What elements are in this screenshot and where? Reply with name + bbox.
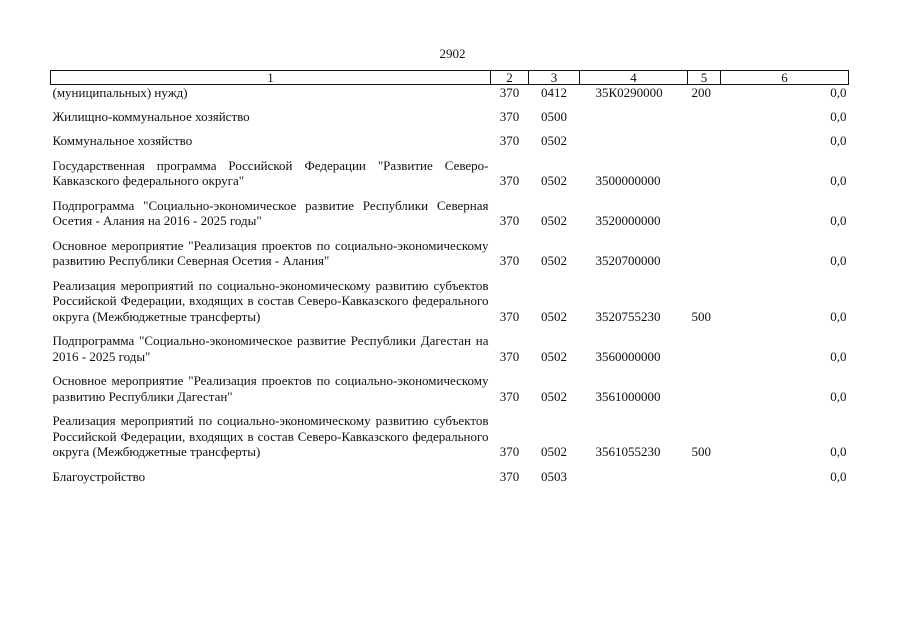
row-code-5 — [688, 469, 721, 494]
table-row — [51, 133, 849, 158]
table-body — [51, 85, 849, 494]
row-code-3: 0502 — [541, 308, 567, 324]
table-row — [51, 158, 849, 198]
row-code-2: 370 — [499, 444, 520, 459]
row-code-4: 3520755230 — [595, 308, 661, 324]
row-amount: 0,0 — [830, 308, 847, 324]
table-row — [51, 469, 849, 494]
row-code-5: 200 — [691, 85, 711, 100]
row-code-5 — [688, 109, 721, 134]
row-code-4: 3520700000 — [595, 253, 661, 268]
row-name: Коммунальное хозяйство — [52, 133, 193, 148]
row-name: Основное мероприятие "Реализация проектов по социально-экономическому развитию Республики Дагестан" — [52, 373, 489, 404]
table-row — [51, 333, 849, 373]
header-col-4: 4 — [580, 71, 688, 85]
row-code-5 — [688, 373, 721, 413]
row-code-3: 0502 — [541, 388, 567, 404]
row-code-4: 3520000000 — [595, 213, 661, 228]
row-code-5 — [688, 333, 721, 373]
header-col-6: 6 — [721, 71, 849, 85]
header-col-3: 3 — [529, 71, 580, 85]
row-name: Реализация мероприятий по социально-экономическому развитию субъектов Российской Федерации, входящих в состав Северо-Кавказского федерального округа (Межбюджетные трансферты) — [52, 277, 489, 324]
row-code-2: 370 — [499, 108, 520, 124]
row-amount: 0,0 — [830, 85, 847, 100]
row-code-2: 370 — [499, 348, 520, 364]
row-amount: 0,0 — [830, 388, 847, 404]
row-code-3: 0412 — [541, 85, 567, 100]
table-row — [51, 198, 849, 238]
row-name: Подпрограмма "Социально-экономическое развитие Республики Дагестан на 2016 - 2025 годы" — [52, 333, 489, 364]
row-code-2: 370 — [499, 388, 520, 404]
table-row — [51, 373, 849, 413]
row-code-3: 0500 — [541, 108, 567, 124]
row-name: Основное мероприятие "Реализация проектов по социально-экономическому развитию Республики Северная Осетия - Алания" — [52, 237, 489, 268]
row-name: Государственная программа Российской Федерации "Развитие Северо-Кавказского федерального округа" — [52, 157, 489, 188]
row-amount: 0,0 — [830, 444, 847, 459]
row-code-4: 3561000000 — [595, 388, 661, 404]
row-code-3: 0502 — [541, 444, 567, 459]
header-col-2: 2 — [491, 71, 529, 85]
row-code-4: 35К0290000 — [595, 85, 663, 100]
row-name: Благоустройство — [52, 468, 146, 484]
row-name: Жилищно-коммунальное хозяйство — [52, 108, 250, 124]
row-code-5 — [688, 133, 721, 158]
row-code-5 — [688, 238, 721, 278]
row-code-4: 3500000000 — [595, 173, 661, 188]
row-amount: 0,0 — [830, 468, 847, 484]
budget-table — [50, 70, 849, 493]
row-code-5 — [688, 198, 721, 238]
row-code-2: 370 — [499, 133, 520, 148]
row-code-2: 370 — [499, 253, 520, 268]
row-code-3: 0503 — [541, 468, 567, 484]
row-code-4: 3560000000 — [595, 348, 661, 364]
row-amount: 0,0 — [830, 133, 847, 148]
row-code-2: 370 — [499, 308, 520, 324]
row-code-2: 370 — [499, 85, 520, 100]
row-code-3: 0502 — [541, 173, 567, 188]
table-row — [51, 109, 849, 134]
page-number: 2902 — [439, 46, 466, 61]
header-col-1: 1 — [51, 71, 491, 85]
row-code-5: 500 — [691, 444, 711, 459]
row-code-4 — [580, 469, 688, 494]
row-amount: 0,0 — [830, 213, 847, 228]
table-header — [51, 71, 849, 85]
row-code-3: 0502 — [541, 213, 567, 228]
row-amount: 0,0 — [830, 348, 847, 364]
row-code-2: 370 — [499, 213, 520, 228]
row-name: Подпрограмма "Социально-экономическое развитие Республики Северная Осетия - Алания на 2016 - 2025 годы" — [52, 197, 489, 228]
row-code-5: 500 — [691, 308, 711, 324]
row-code-2: 370 — [499, 173, 520, 188]
row-amount: 0,0 — [830, 173, 847, 188]
row-code-4 — [580, 109, 688, 134]
table-row — [51, 238, 849, 278]
table-row — [51, 413, 849, 469]
header-col-5: 5 — [688, 71, 721, 85]
row-code-3: 0502 — [541, 133, 567, 148]
table-row — [51, 278, 849, 334]
row-name: Реализация мероприятий по социально-экономическому развитию субъектов Российской Федерации, входящих в состав Северо-Кавказского федерального округа (Межбюджетные трансферты) — [52, 413, 489, 459]
row-code-4 — [580, 133, 688, 158]
header-row — [51, 71, 849, 85]
table-row — [51, 85, 849, 109]
row-name: (муниципальных) нужд) — [52, 85, 188, 100]
row-code-4: 3561055230 — [595, 444, 661, 459]
row-amount: 0,0 — [830, 108, 847, 124]
row-code-2: 370 — [499, 468, 520, 484]
row-code-5 — [688, 158, 721, 198]
row-code-3: 0502 — [541, 253, 567, 268]
row-code-3: 0502 — [541, 348, 567, 364]
row-amount: 0,0 — [830, 253, 847, 268]
